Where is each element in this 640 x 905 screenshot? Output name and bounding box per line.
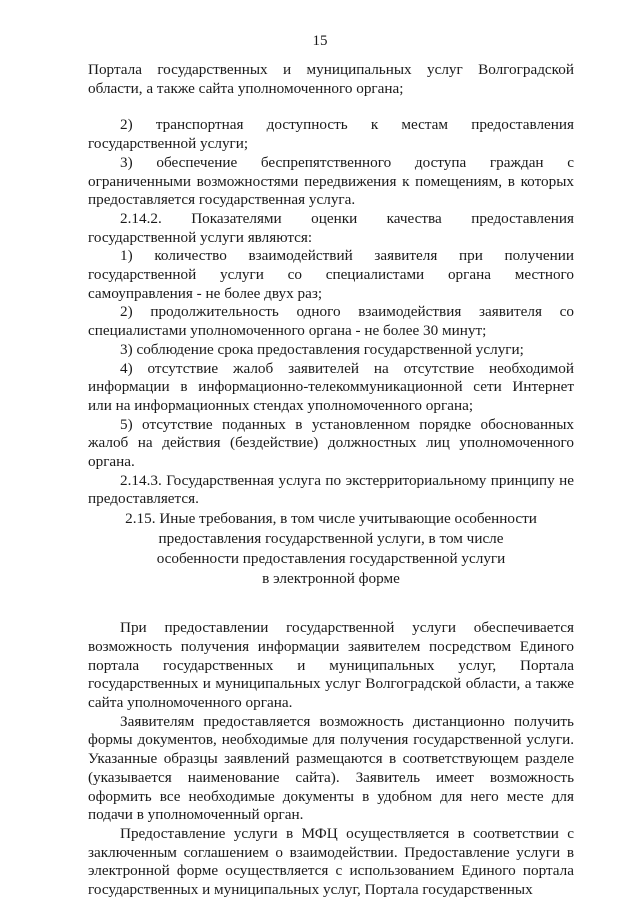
section-heading-line: 2.15. Иные требования, в том числе учитывающие особенности <box>125 510 537 528</box>
document-body <box>88 61 574 900</box>
section-heading-line: предоставления государственной услуги, в том числе <box>158 530 504 548</box>
paragraph: При предоставлении государственной услуги обеспечивается возможность получения информации заявителем посредством Единого портала государственных и муниципальных услуг, Портала государственных и муниципальных услуг Волгоградской области, а также сайта уполномоченного органа. <box>88 619 574 711</box>
paragraph: 2.14.2. Показателями оценки качества предоставления государственной услуги являются: <box>88 209 574 246</box>
paragraph: 2) продолжительность одного взаимодействия заявителя со специалистами уполномоченного органа - не более 30 минут; <box>88 303 574 340</box>
paragraph: 3) обеспечение беспрепятственного доступа граждан с ограниченными возможностями передвижения к помещениям, в которых предоставляется государственная услуга. <box>88 153 574 209</box>
paragraph: 2) транспортная доступность к местам предоставления государственной услуги; <box>88 116 574 153</box>
paragraph: 5) отсутствие поданных в установленном порядке обоснованных жалоб на действия (бездействие) должностных лиц уполномоченного органа. <box>88 415 574 471</box>
paragraph: Портала государственных и муниципальных услуг Волгоградской области, а также сайта уполномоченного органа; <box>88 61 574 97</box>
section-heading-line: в электронной форме <box>262 570 400 588</box>
paragraph: 3) соблюдение срока предоставления государственной услуги; <box>120 340 524 358</box>
section-heading-line: особенности предоставления государственной услуги <box>156 550 506 568</box>
paragraph: Заявителям предоставляется возможность дистанционно получить формы документов, необходимые для получения государственной услуги. Указанные образцы заявлений размещаются в соответствующем разделе (указывается наименование сайта). Заявитель имеет возможность оформить все необходимые документы в удобном для него месте для подачи в уполномоченный орган. <box>88 712 574 824</box>
paragraph: 4) отсутствие жалоб заявителей на отсутствие необходимой информации в информационно-телекоммуникационной сети Интернет или на информационных стендах уполномоченного органа; <box>88 359 574 414</box>
section-heading <box>88 509 574 589</box>
paragraph: 2.14.3. Государственная услуга по экстерриториальному принципу не предоставляется. <box>88 471 574 508</box>
page-number: 15 <box>312 33 328 49</box>
paragraph: Предоставление услуги в МФЦ осуществляется в соответствии с заключенным соглашением о взаимодействии. Предоставление услуги в электронной форме осуществляется с использованием Единого портала государственных и муниципальных услуг, Портала государственных <box>88 824 574 899</box>
paragraph: 1) количество взаимодействий заявителя при получении государственной услуги со специалистами органа местного самоуправления - не более двух раз; <box>88 247 574 302</box>
